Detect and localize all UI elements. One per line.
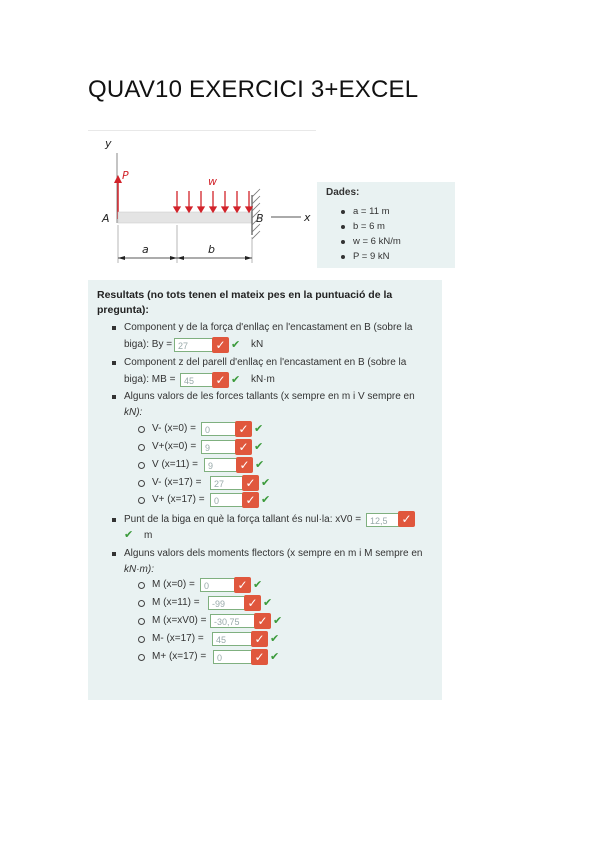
shear-input[interactable]: 9 [201, 440, 241, 454]
sub-bullet-icon [138, 582, 145, 589]
results-panel [88, 280, 442, 700]
check-icon: ✔ [263, 597, 273, 609]
check-icon: ✔ [261, 494, 271, 506]
data-list [341, 204, 401, 264]
q5-text-2: kN·m): [124, 564, 154, 575]
flag-icon[interactable]: ✓ [235, 421, 252, 437]
load-w-label: w [208, 175, 217, 188]
moment-input[interactable]: -30,75 [210, 614, 258, 628]
moment-input[interactable]: -99 [208, 596, 256, 610]
bullet-icon [112, 552, 116, 556]
sub-bullet-icon [138, 636, 145, 643]
beam-svg [88, 131, 316, 269]
q5-text: Alguns valors dels moments flectors (x sempre en m i M sempre en [124, 548, 423, 559]
moment-label: M- (x=17) = [152, 633, 204, 644]
data-panel [317, 182, 455, 268]
sub-bullet-icon [138, 618, 145, 625]
shear-label: V- (x=17) = [152, 477, 202, 488]
moment-label: M (x=xV0) = [152, 615, 207, 626]
check-icon: ✔ [254, 423, 264, 435]
bullet-icon [112, 395, 116, 399]
beam-body [118, 212, 252, 223]
sub-bullet-icon [138, 480, 145, 487]
flag-icon[interactable]: ✓ [236, 457, 253, 473]
xv0-input[interactable]: 12,5 [366, 513, 406, 527]
flag-icon[interactable]: ✓ [398, 511, 415, 527]
moment-label: M+ (x=17) = [152, 651, 207, 662]
moment-input[interactable]: 0 [200, 578, 240, 592]
flag-icon[interactable]: ✓ [254, 613, 271, 629]
by-input[interactable]: 27 [174, 338, 224, 352]
data-item: a = 11 m [341, 204, 401, 219]
sub-bullet-icon [138, 426, 145, 433]
moment-input[interactable]: 0 [213, 650, 257, 664]
dimension-a-label: a [142, 243, 149, 256]
bullet-icon [112, 518, 116, 522]
check-icon: ✔ [253, 579, 263, 591]
shear-label: V- (x=0) = [152, 423, 196, 434]
beam-diagram [88, 130, 316, 269]
flag-icon[interactable]: ✓ [212, 337, 229, 353]
shear-input[interactable]: 0 [210, 493, 246, 507]
distributed-load-arrows [174, 191, 252, 212]
q4-text: Punt de la biga en què la força tallant és nul·la: xV0 = [124, 514, 362, 525]
page-title: QUAV10 EXERCICI 3+EXCEL [88, 76, 419, 103]
sub-bullet-icon [138, 600, 145, 607]
data-title: Dades: [326, 187, 360, 198]
shear-label: V (x=11) = [152, 459, 198, 470]
force-p-label: P [122, 169, 129, 182]
x-axis-label: x [304, 211, 311, 224]
sub-bullet-icon [138, 497, 145, 504]
bullet-icon [112, 361, 116, 365]
check-icon: ✔ [273, 615, 283, 627]
check-icon: ✔ [254, 441, 264, 453]
shear-input[interactable]: 27 [210, 476, 246, 490]
check-icon: ✔ [124, 529, 134, 541]
sub-bullet-icon [138, 654, 145, 661]
point-a-label: A [102, 212, 110, 225]
q2-prefix: biga): MB = [124, 374, 176, 385]
dimension-b-label: b [208, 243, 215, 256]
q1-unit: kN [251, 339, 264, 350]
moment-label: M (x=11) = [152, 597, 200, 608]
shear-input[interactable]: 9 [204, 458, 242, 472]
flag-icon[interactable]: ✓ [244, 595, 261, 611]
data-item: w = 6 kN/m [341, 234, 401, 249]
flag-icon[interactable]: ✓ [242, 492, 259, 508]
flag-icon[interactable]: ✓ [251, 631, 268, 647]
q2-unit: kN·m [251, 374, 275, 385]
flag-icon[interactable]: ✓ [242, 475, 259, 491]
check-icon: ✔ [255, 459, 265, 471]
q1-text: Component y de la força d'enllaç en l'encastament en B (sobre la [124, 322, 413, 333]
moment-input[interactable]: 45 [212, 632, 254, 646]
q2-text: Component z del parell d'enllaç en l'encastament en B (sobre la [124, 357, 407, 368]
sub-bullet-icon [138, 462, 145, 469]
flag-icon[interactable]: ✓ [234, 577, 251, 593]
force-p-head [114, 175, 122, 183]
flag-icon[interactable]: ✓ [212, 372, 229, 388]
flag-icon[interactable]: ✓ [251, 649, 268, 665]
q4-unit: m [144, 530, 153, 541]
shear-label: V+ (x=17) = [152, 494, 205, 505]
bullet-icon [112, 326, 116, 330]
flag-icon[interactable]: ✓ [235, 439, 252, 455]
check-icon: ✔ [270, 651, 280, 663]
mb-input[interactable]: 45 [180, 373, 222, 387]
q3-text-2: kN): [124, 407, 143, 418]
data-item: b = 6 m [341, 219, 401, 234]
q3-text: Alguns valors de les forces tallants (x sempre en m i V sempre en [124, 391, 415, 402]
results-heading: Resultats (no tots tenen el mateix pes en la puntuació de la pregunta): [97, 289, 393, 316]
moment-label: M (x=0) = [152, 579, 195, 590]
point-b-label: B [256, 212, 264, 225]
q1-prefix: biga): By = [124, 339, 173, 350]
y-axis-label: y [105, 137, 112, 150]
shear-label: V+(x=0) = [152, 441, 197, 452]
check-icon: ✔ [270, 633, 280, 645]
shear-input[interactable]: 0 [201, 422, 241, 436]
sub-bullet-icon [138, 444, 145, 451]
data-item: P = 9 kN [341, 249, 401, 264]
check-icon: ✔ [261, 477, 271, 489]
check-icon: ✔ [231, 374, 241, 386]
check-icon: ✔ [231, 339, 241, 351]
